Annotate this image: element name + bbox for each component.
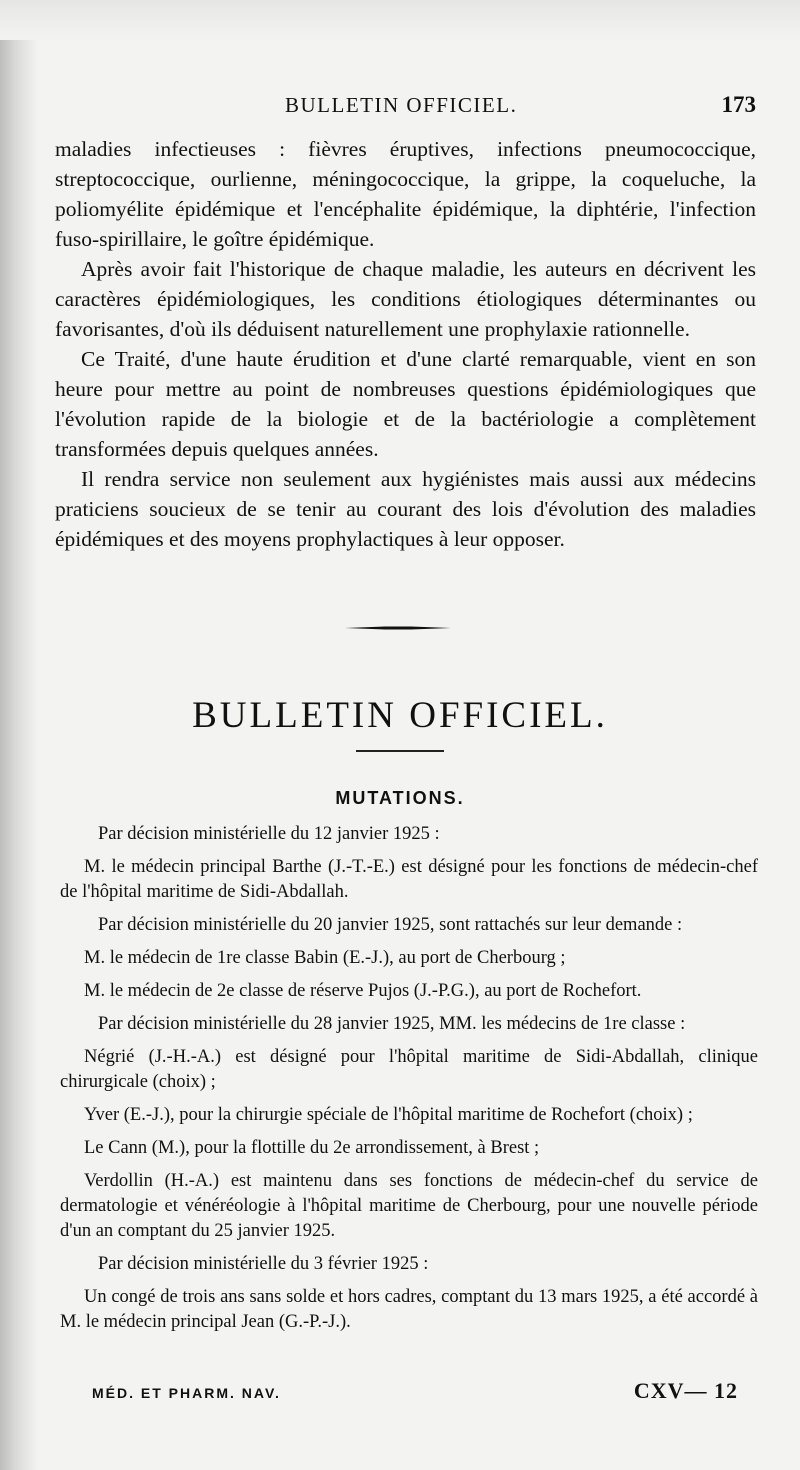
mutation-entry: Le Cann (M.), pour la flottille du 2e arrondissement, à Brest ; <box>84 1138 540 1158</box>
mutation-entry: Un congé de trois ans sans solde et hors cadres, comptant du 13 mars 1925, a été accordé à M. le médecin principal Jean (G.-P.-J.). <box>60 1287 758 1332</box>
mutation-entry: Verdollin (H.-A.) est maintenu dans ses fonctions de médecin-chef du service de dermatologie et vénéréologie à l'hôpital maritime de Cherbourg, pour une nouvelle période d'un an comptant du 25 janvier 1925. <box>60 1171 758 1241</box>
mutation-entry: M. le médecin principal Barthe (J.-T.-E.) est désigné pour les fonctions de médecin-chef de l'hôpital maritime de Sidi-Abdallah. <box>60 857 758 902</box>
section-title: BULLETIN OFFICIEL. <box>192 695 608 736</box>
decision-heading: Par décision ministérielle du 12 janvier 1925 : <box>98 824 440 844</box>
page-footer <box>92 1378 738 1404</box>
review-paragraph: Ce Traité, d'une haute érudition et d'une clarté remarquable, vient en son heure pour mettre au point de nombreuses questions épidémiologiques que l'évolution rapide de la biologie et de la bactériologie a complètement transformées depuis quelques années. <box>55 347 756 461</box>
running-title: BULLETIN OFFICIEL. <box>285 93 518 117</box>
sheet-signature: CXV— 12 <box>633 1378 738 1403</box>
title-underline <box>356 750 444 752</box>
page-number: 173 <box>721 92 756 117</box>
review-paragraph: maladies infectieuses : fièvres éruptives, infections pneumococcique, streptococcique, ourlienne, méningococcique, la grippe, la coqueluche, la poliomyélite épidémique et l'encéphalite épidémique, la diphtérie, l'infection fuso-spirillaire, le goître épidémique. <box>55 137 756 251</box>
decision-heading: Par décision ministérielle du 3 février 1925 : <box>98 1254 429 1274</box>
running-header <box>285 92 756 118</box>
mutation-entry: M. le médecin de 1re classe Babin (E.-J.), au port de Cherbourg ; <box>84 948 566 968</box>
mutation-entry: Négrié (J.-H.-A.) est désigné pour l'hôpital maritime de Sidi-Abdallah, clinique chirurgicale (choix) ; <box>60 1047 758 1092</box>
mutation-entry: Yver (E.-J.), pour la chirurgie spéciale de l'hôpital maritime de Rochefort (choix) ; <box>84 1105 693 1125</box>
review-paragraph: Après avoir fait l'historique de chaque maladie, les auteurs en décrivent les caractères épidémiologiques, les conditions étiologiques déterminantes ou favorisantes, d'où ils déduisent naturellement une prophylaxie rationnelle. <box>55 257 756 341</box>
section-divider-ornament <box>345 626 451 630</box>
mutation-entry: M. le médecin de 2e classe de réserve Pujos (J.-P.G.), au port de Rochefort. <box>84 981 642 1001</box>
review-text <box>55 134 756 554</box>
decision-heading: Par décision ministérielle du 20 janvier 1925, sont rattachés sur leur demande : <box>98 915 683 935</box>
review-paragraph: Il rendra service non seulement aux hygiénistes mais aussi aux médecins praticiens soucieux de se tenir au courant des lois d'évolution des maladies épidémiques et des moyens prophylactiques à leur opposer. <box>55 467 756 551</box>
mutations-list <box>60 822 758 1343</box>
decision-heading: Par décision ministérielle du 28 janvier 1925, MM. les médecins de 1re classe : <box>98 1014 686 1034</box>
page-top-tone <box>0 0 800 40</box>
publication-signature: MÉD. ET PHARM. NAV. <box>92 1385 281 1401</box>
subsection-title: MUTATIONS. <box>335 788 465 808</box>
